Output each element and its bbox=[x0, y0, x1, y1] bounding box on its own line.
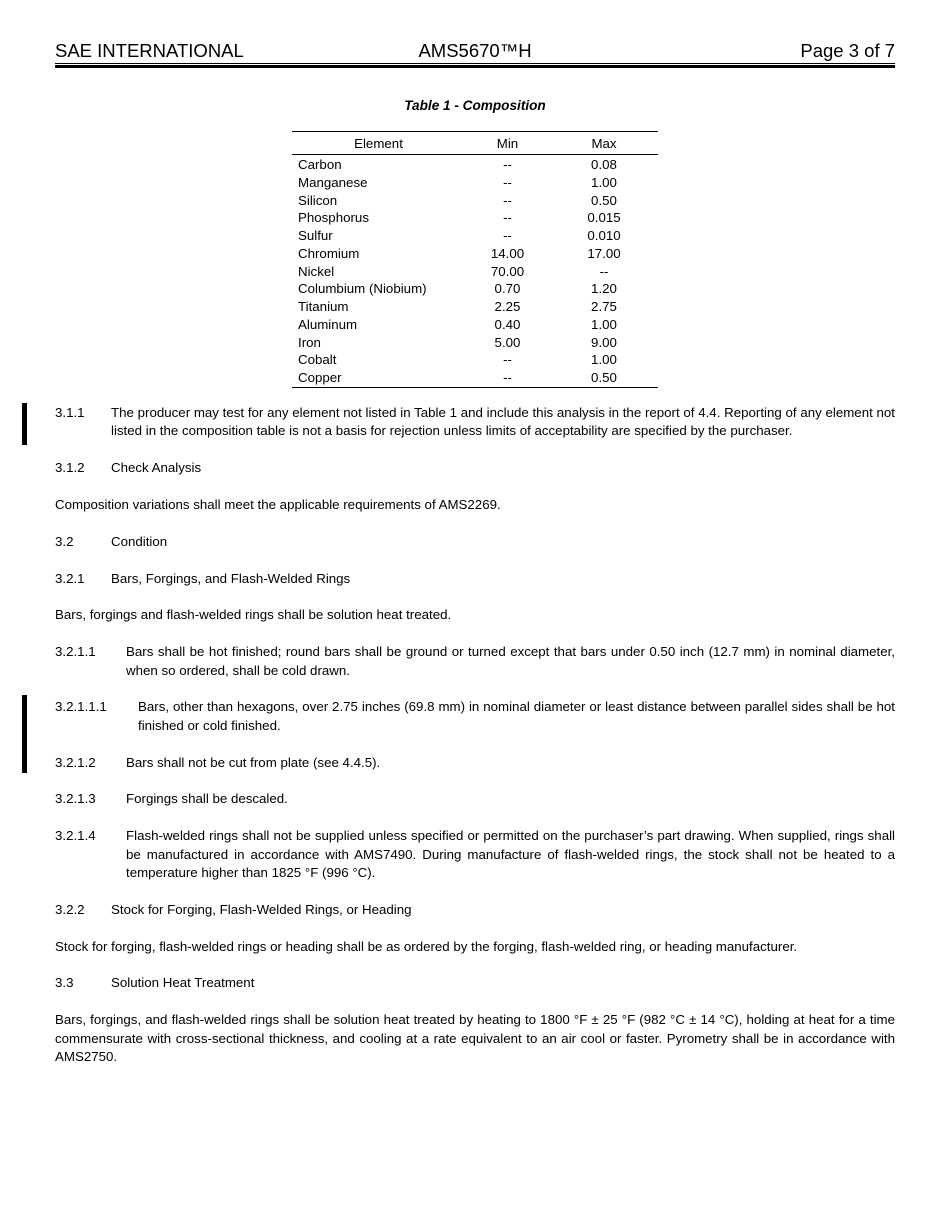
element-cell: Columbium (Niobium) bbox=[298, 281, 427, 297]
paragraph-text: The producer may test for any element not listed in Table 1 and include this analysis in the report of 4.4. Reporting of any element not listed in the composition table is not a basis for rejection unless limits of acceptability are specified by the purchaser. bbox=[111, 405, 895, 439]
max-cell: 1.00 bbox=[591, 174, 617, 190]
paragraph bbox=[55, 698, 895, 735]
element-cell: Iron bbox=[298, 334, 321, 350]
paragraph bbox=[55, 938, 895, 956]
paragraph-text: Bars shall not be cut from plate (see 4.4.5). bbox=[126, 754, 381, 770]
paragraph-text: Solution Heat Treatment bbox=[111, 975, 255, 991]
table-row bbox=[292, 298, 658, 316]
header-document-number: AMS5670™H bbox=[418, 40, 532, 61]
table-row bbox=[292, 351, 658, 369]
paragraph-text: Stock for forging, flash-welded rings or heading shall be as ordered by the forging, flash-welded ring, or heading manufacturer. bbox=[55, 938, 798, 954]
table-row bbox=[292, 209, 658, 227]
table-row bbox=[292, 192, 658, 210]
paragraph-text: Bars, forgings, and flash-welded rings shall be solution heat treated by heating to 1800 °F ± 25 °F (982 °C ± 14 °C), holding at heat for a time commensurate with cross-sectional thickness, and cooling at a rate equivalent to an air cool or faster. Pyrometry shall be in accordance with AMS2750. bbox=[55, 1012, 895, 1064]
min-cell: -- bbox=[503, 157, 512, 172]
paragraph-number: 3.2.1.2 bbox=[55, 754, 96, 770]
element-cell: Sulfur bbox=[298, 228, 333, 243]
paragraph-text: Bars, Forgings, and Flash-Welded Rings bbox=[111, 570, 351, 586]
max-cell: 0.50 bbox=[591, 370, 617, 385]
paragraph-text: Check Analysis bbox=[111, 460, 202, 476]
max-cell: 9.00 bbox=[591, 334, 617, 350]
column-header-max: Max bbox=[550, 132, 658, 155]
paragraph-text: Bars shall be hot finished; round bars shall be ground or turned except that bars under 0.50 inch (12.7 mm) in nominal diameter, when so ordered, shall be cold drawn. bbox=[126, 644, 895, 678]
paragraph-number: 3.2 bbox=[55, 533, 74, 549]
header-company-name: SAE INTERNATIONAL bbox=[55, 40, 244, 61]
table-title: Table 1 - Composition bbox=[404, 98, 546, 113]
max-cell: 0.08 bbox=[591, 157, 617, 172]
paragraph bbox=[55, 496, 895, 514]
element-cell: Copper bbox=[298, 370, 342, 385]
paragraph bbox=[55, 570, 895, 588]
element-cell: Manganese bbox=[298, 174, 368, 190]
min-cell: 2.25 bbox=[494, 299, 521, 314]
composition-table-section bbox=[0, 97, 950, 388]
min-cell: -- bbox=[503, 174, 512, 190]
table-row bbox=[292, 280, 658, 298]
header-page-number: Page 3 of 7 bbox=[800, 40, 896, 61]
paragraph-number: 3.2.2 bbox=[55, 901, 85, 917]
change-bar bbox=[22, 403, 27, 445]
element-cell: Aluminum bbox=[298, 316, 358, 332]
table-row bbox=[292, 155, 658, 174]
max-cell: 1.20 bbox=[591, 281, 617, 297]
table-row bbox=[292, 334, 658, 352]
min-cell: 5.00 bbox=[494, 334, 521, 350]
max-cell: 0.015 bbox=[587, 210, 621, 226]
paragraph-number: 3.1.1 bbox=[55, 405, 85, 420]
element-cell: Phosphorus bbox=[298, 210, 369, 226]
paragraph-text: Bars, forgings and flash-welded rings shall be solution heat treated. bbox=[55, 607, 452, 623]
min-cell: -- bbox=[503, 228, 512, 243]
element-cell: Carbon bbox=[298, 157, 342, 172]
table-row bbox=[292, 369, 658, 387]
paragraph bbox=[55, 827, 895, 882]
paragraph-number: 3.2.1.4 bbox=[55, 828, 96, 844]
min-cell: -- bbox=[503, 370, 512, 385]
min-cell: 14.00 bbox=[490, 245, 525, 261]
table-row bbox=[292, 174, 658, 192]
element-cell: Nickel bbox=[298, 263, 335, 279]
element-cell: Titanium bbox=[298, 299, 349, 314]
paragraph-number: 3.2.1.1 bbox=[55, 644, 96, 660]
paragraph-text: Condition bbox=[111, 533, 168, 549]
paragraph bbox=[55, 459, 895, 477]
paragraph-number: 3.2.1.1.1 bbox=[55, 699, 107, 715]
min-cell: 0.70 bbox=[494, 281, 521, 297]
element-cell: Cobalt bbox=[298, 352, 337, 368]
min-cell: -- bbox=[503, 192, 512, 208]
table-body bbox=[292, 155, 658, 388]
paragraph bbox=[55, 790, 895, 808]
change-bar bbox=[22, 695, 27, 773]
page-header bbox=[55, 40, 895, 68]
max-cell: 1.00 bbox=[591, 352, 617, 368]
table-row bbox=[292, 245, 658, 263]
max-cell: 17.00 bbox=[587, 245, 621, 261]
max-cell: -- bbox=[599, 263, 609, 279]
paragraph bbox=[55, 974, 895, 992]
header-rule bbox=[55, 65, 895, 68]
paragraph-text: Composition variations shall meet the applicable requirements of AMS2269. bbox=[55, 497, 501, 512]
paragraphs-container bbox=[55, 404, 895, 1066]
min-cell: -- bbox=[503, 210, 512, 226]
min-cell: 70.00 bbox=[490, 263, 525, 279]
paragraph bbox=[55, 643, 895, 680]
composition-table bbox=[292, 131, 658, 388]
table-row bbox=[292, 227, 658, 245]
paragraph-text: Stock for Forging, Flash-Welded Rings, or Heading bbox=[111, 901, 412, 917]
element-cell: Silicon bbox=[298, 192, 338, 208]
paragraph-text: Flash-welded rings shall not be supplied unless specified or permitted on the purchaser’s part drawing. When supplied, rings shall be manufactured in accordance with AMS7490. During manufacture of flash-welded rings, the stock shall not be heated to a temperature higher than 1825 °F (996 °C). bbox=[126, 828, 895, 880]
paragraph bbox=[55, 533, 895, 551]
table-row bbox=[292, 263, 658, 281]
max-cell: 0.010 bbox=[587, 228, 621, 243]
paragraph-number: 3.3 bbox=[55, 975, 74, 991]
max-cell: 1.00 bbox=[591, 316, 617, 332]
paragraph bbox=[55, 754, 895, 772]
paragraph-text: Forgings shall be descaled. bbox=[126, 791, 288, 807]
min-cell: -- bbox=[503, 352, 512, 368]
element-cell: Chromium bbox=[298, 245, 360, 261]
paragraph-number: 3.2.1 bbox=[55, 570, 85, 586]
column-header-element: Element bbox=[292, 132, 465, 155]
max-cell: 2.75 bbox=[591, 299, 617, 314]
paragraph-text: Bars, other than hexagons, over 2.75 inches (69.8 mm) in nominal diameter or least distance between parallel sides shall be hot finished or cold finished. bbox=[138, 699, 895, 733]
paragraph bbox=[55, 404, 895, 441]
paragraph-number: 3.2.1.3 bbox=[55, 791, 96, 807]
table-header-row bbox=[292, 132, 658, 155]
paragraph bbox=[55, 901, 895, 919]
paragraph bbox=[55, 1011, 895, 1066]
column-header-min: Min bbox=[465, 132, 550, 155]
min-cell: 0.40 bbox=[494, 316, 521, 332]
max-cell: 0.50 bbox=[591, 192, 617, 208]
paragraph-number: 3.1.2 bbox=[55, 460, 85, 476]
paragraph bbox=[55, 606, 895, 624]
table-row bbox=[292, 316, 658, 334]
